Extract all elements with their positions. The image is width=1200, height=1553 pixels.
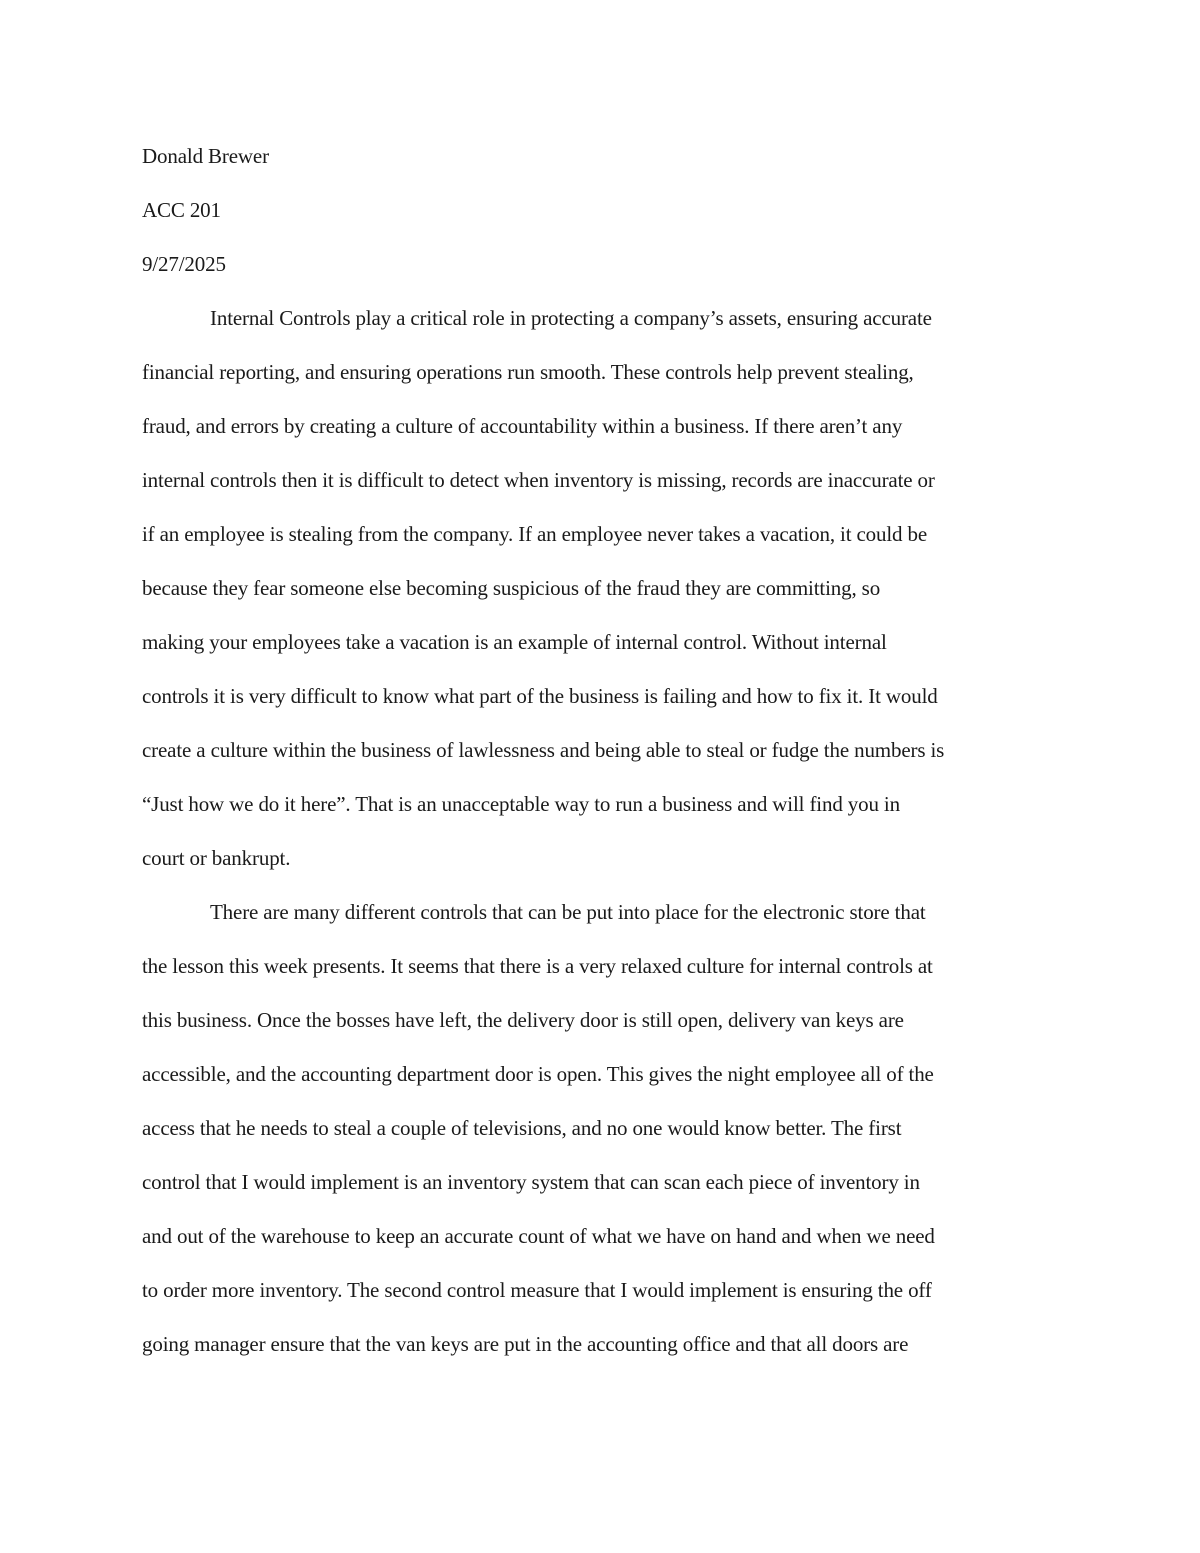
- paragraph-line: Internal Controls play a critical role in protecting a company’s assets, ensuring accurate: [210, 306, 932, 330]
- paragraph-line: to order more inventory. The second control measure that I would implement is ensuring the off: [142, 1278, 932, 1302]
- paragraph-line: fraud, and errors by creating a culture of accountability within a business. If there aren’t any: [142, 414, 903, 438]
- paragraph-line: going manager ensure that the van keys are put in the accounting office and that all doors are: [142, 1332, 909, 1356]
- paragraph-line: the lesson this week presents. It seems that there is a very relaxed culture for internal controls at: [142, 954, 933, 978]
- paragraph-line: and out of the warehouse to keep an accurate count of what we have on hand and when we need: [142, 1224, 935, 1248]
- paragraph-line: access that he needs to steal a couple of televisions, and no one would know better. The first: [142, 1116, 902, 1140]
- document-body: [142, 129, 1060, 1371]
- paragraph-line: financial reporting, and ensuring operations run smooth. These controls help prevent stealing,: [142, 360, 914, 384]
- paragraph-line: because they fear someone else becoming suspicious of the fraud they are committing, so: [142, 576, 881, 600]
- paragraph-line: “Just how we do it here”. That is an unacceptable way to run a business and will find you in: [142, 792, 900, 816]
- paragraph-line: this business. Once the bosses have left, the delivery door is still open, delivery van keys are: [142, 1008, 904, 1032]
- paragraph-line: making your employees take a vacation is an example of internal control. Without internal: [142, 630, 887, 654]
- paragraph-line: accessible, and the accounting department door is open. This gives the night employee all of the: [142, 1062, 934, 1086]
- paragraph-line: create a culture within the business of lawlessness and being able to steal or fudge the numbers is: [142, 738, 945, 762]
- paragraph-line: court or bankrupt.: [142, 846, 291, 870]
- paragraph-line: There are many different controls that can be put into place for the electronic store that: [210, 900, 926, 924]
- author-name: Donald Brewer: [142, 144, 269, 168]
- paragraph-1: [142, 291, 1060, 885]
- document-date: 9/27/2025: [142, 252, 226, 276]
- paragraph-line: control that I would implement is an inventory system that can scan each piece of inventory in: [142, 1170, 920, 1194]
- paragraph-line: internal controls then it is difficult to detect when inventory is missing, records are inaccurate or: [142, 468, 935, 492]
- paragraph-line: if an employee is stealing from the company. If an employee never takes a vacation, it could be: [142, 522, 928, 546]
- paragraph-2: [142, 885, 1060, 1371]
- paragraph-line: controls it is very difficult to know what part of the business is failing and how to fix it. It would: [142, 684, 938, 708]
- course-code: ACC 201: [142, 198, 221, 222]
